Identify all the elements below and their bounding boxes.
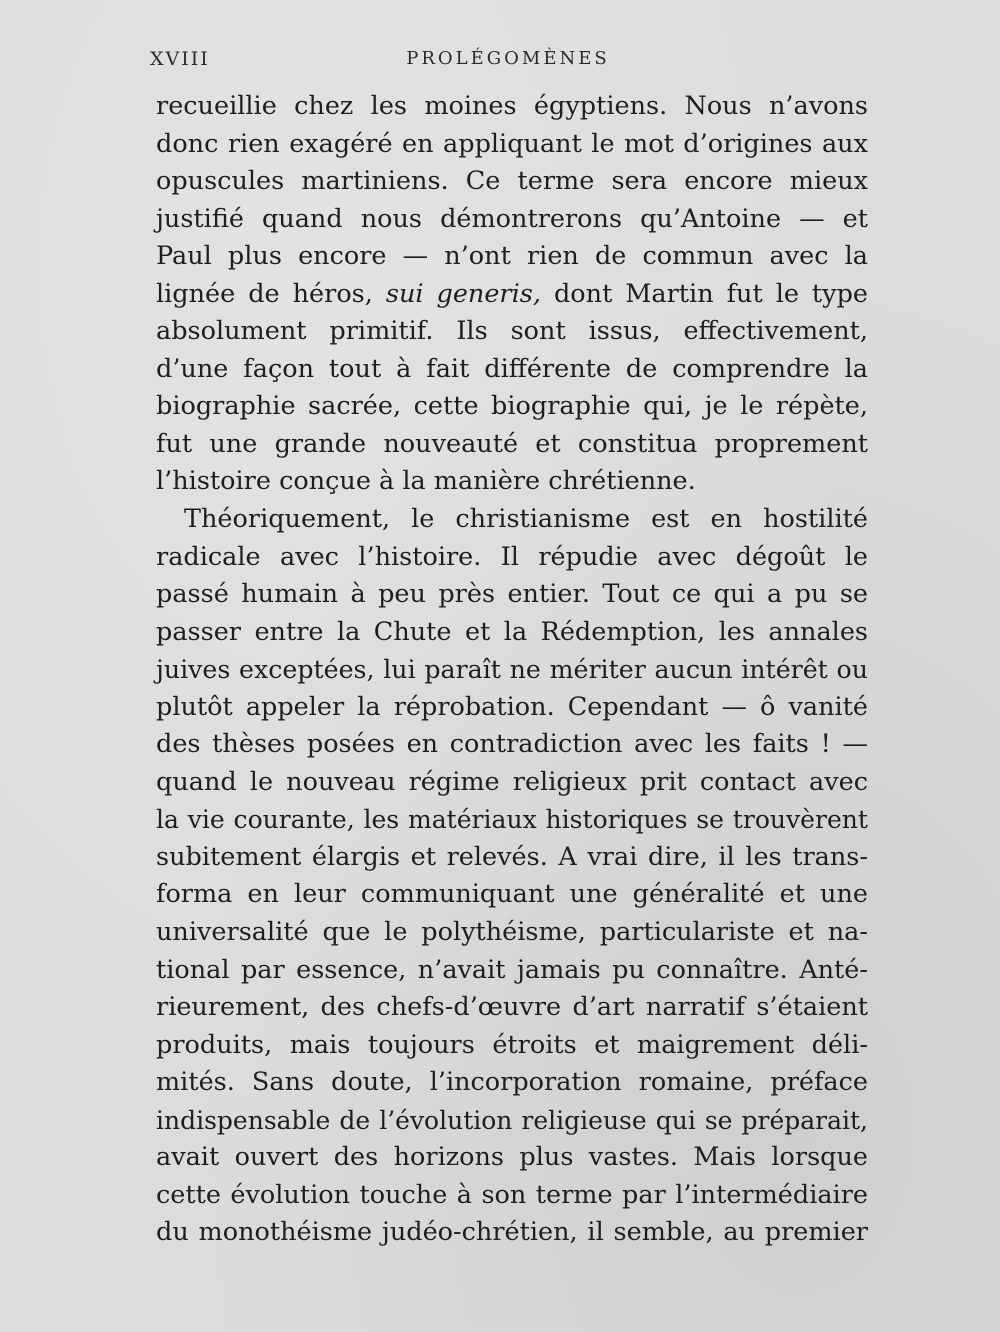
text-line: subitement élargis et relevés. A vrai dire, il les trans- [156, 841, 868, 872]
text-line: opuscules martiniens. Ce terme sera encore mieux [156, 166, 868, 197]
text-line: d’une façon tout à fait différente de comprendre la [156, 353, 868, 384]
text-line: universalité que le polythéisme, particulariste et na- [156, 917, 868, 948]
text-line: cette évolution touche à son terme par l’intermédiaire [156, 1179, 868, 1210]
running-head [150, 48, 866, 78]
text-line: passé humain à peu près entier. Tout ce qui a pu se [156, 579, 868, 610]
text-line: biographie sacrée, cette biographie qui, je le répète, [156, 391, 868, 422]
text-line: donc rien exagéré en appliquant le mot d’origines aux [156, 128, 868, 159]
body-text [156, 88, 868, 1252]
text-line: absolument primitif. Ils sont issus, effectivement, [156, 316, 868, 347]
text-line: rieurement, des chefs-d’œuvre d’art narratif s’étaient [156, 992, 868, 1023]
text-line: du monothéisme judéo-chrétien, il semble, au premier [156, 1217, 868, 1248]
text-line: justifié quand nous démontrerons qu’Antoine — et [156, 203, 868, 234]
page-number: XVIII [150, 48, 210, 70]
text-line-with-italic [156, 276, 868, 314]
text-segment: lignée de héros, [156, 278, 373, 309]
text-line: avait ouvert des horizons plus vastes. Mais lorsque [156, 1142, 868, 1173]
text-line: plutôt appeler la réprobation. Cependant — ô vanité [156, 691, 868, 722]
text-line: radicale avec l’histoire. Il répudie avec dégoût le [156, 541, 868, 572]
text-line: mités. Sans doute, l’incorporation romaine, préface [156, 1067, 868, 1098]
text-line: la vie courante, les matériaux historiques se trouvèrent [156, 805, 868, 835]
text-line: quand le nouveau régime religieux prit contact avec [156, 766, 868, 797]
text-segment: dont Martin fut le type [540, 278, 868, 309]
running-title: PROLÉGOMÈNES [406, 48, 610, 69]
text-line: recueillie chez les moines égyptiens. Nous n’avons [156, 91, 868, 121]
text-line: Paul plus encore — n’ont rien de commun avec la [156, 241, 868, 272]
text-line: produits, mais toujours étroits et maigrement déli- [156, 1029, 868, 1060]
text-line: fut une grande nouveauté et constitua proprement [156, 428, 868, 459]
text-line: passer entre la Chute et la Rédemption, les annales [156, 616, 868, 647]
text-line: tional par essence, n’avait jamais pu connaître. Anté- [156, 954, 868, 985]
paragraph-end-line: l’histoire conçue à la manière chrétienne. [156, 466, 696, 497]
text-line: des thèses posées en contradiction avec les faits ! — [156, 729, 868, 760]
text-line: juives exceptées, lui paraît ne mériter aucun intérêt ou [156, 655, 868, 685]
text-line: forma en leur communiquant une généralité et une [156, 879, 868, 910]
text-line: indispensable de l’évolution religieuse qui se préparait, [156, 1105, 868, 1135]
paragraph-start-line: Théoriquement, le christianisme est en hostilité [184, 504, 868, 535]
italic-phrase: sui generis, [385, 278, 541, 309]
